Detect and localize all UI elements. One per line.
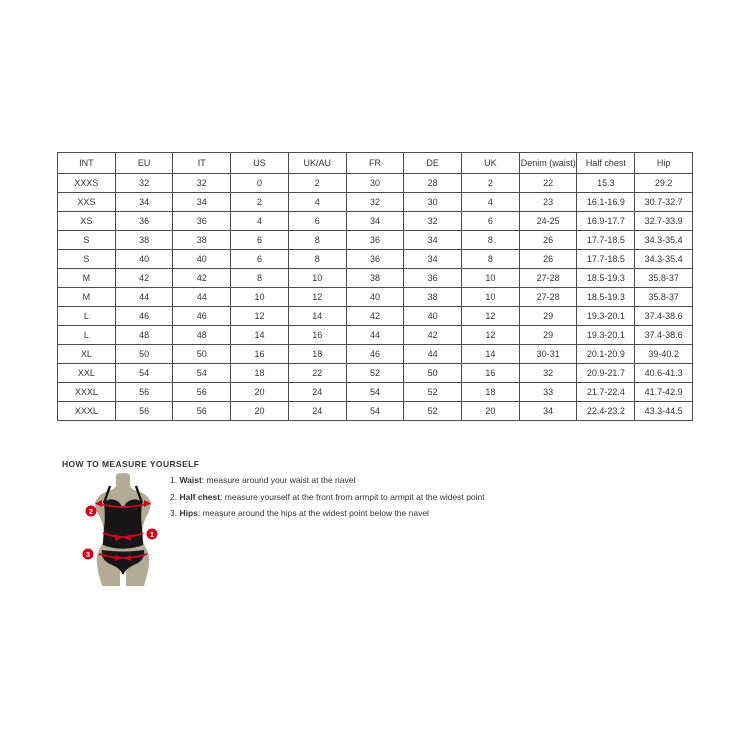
size-cell: 2 (288, 174, 346, 193)
size-cell: XXL (58, 364, 116, 383)
svg-text:2: 2 (88, 506, 94, 516)
size-cell: 38 (346, 269, 404, 288)
size-cell: 8 (462, 250, 520, 269)
size-cell: 54 (346, 402, 404, 421)
size-row (58, 288, 693, 307)
size-cell: 40 (115, 250, 173, 269)
size-cell: 8 (231, 269, 289, 288)
size-cell: 2 (462, 174, 520, 193)
size-cell: 48 (173, 326, 231, 345)
column-header: FR (346, 153, 404, 174)
size-cell: 32 (346, 193, 404, 212)
size-cell: 34 (404, 231, 462, 250)
size-cell: 21.7-22.4 (577, 383, 635, 402)
size-cell: 0 (231, 174, 289, 193)
size-cell: 24-25 (519, 212, 577, 231)
size-cell: XXXL (58, 383, 116, 402)
size-cell: 34 (115, 193, 173, 212)
size-cell: 4 (288, 193, 346, 212)
size-cell: 40.6-41.3 (635, 364, 693, 383)
size-cell: 14 (288, 307, 346, 326)
column-header: DE (404, 153, 462, 174)
size-cell: S (58, 231, 116, 250)
size-cell: 32.7-33.9 (635, 212, 693, 231)
size-cell: 6 (288, 212, 346, 231)
size-cell: 22 (288, 364, 346, 383)
column-header: US (231, 153, 289, 174)
size-cell: 56 (173, 383, 231, 402)
size-row (58, 193, 693, 212)
column-header: Denim (waist) (519, 153, 577, 174)
size-cell: 48 (115, 326, 173, 345)
size-cell: 56 (115, 402, 173, 421)
size-cell: 54 (173, 364, 231, 383)
size-cell: 20 (462, 402, 520, 421)
size-cell: 42 (346, 307, 404, 326)
size-cell: 10 (288, 269, 346, 288)
size-cell: XXS (58, 193, 116, 212)
size-cell: 41.7-42.9 (635, 383, 693, 402)
size-cell: 19.3-20.1 (577, 326, 635, 345)
size-cell: 16.1-16.9 (577, 193, 635, 212)
size-cell: 56 (115, 383, 173, 402)
size-cell: 20 (231, 383, 289, 402)
size-cell: XL (58, 345, 116, 364)
size-cell: 36 (173, 212, 231, 231)
size-cell: S (58, 250, 116, 269)
size-cell: 10 (231, 288, 289, 307)
size-cell: 12 (231, 307, 289, 326)
size-cell: 30 (404, 193, 462, 212)
size-cell: 26 (519, 231, 577, 250)
size-cell: M (58, 288, 116, 307)
size-cell: 23 (519, 193, 577, 212)
size-cell: 52 (346, 364, 404, 383)
size-cell: 12 (462, 307, 520, 326)
size-cell: 24 (288, 383, 346, 402)
measure-step: 1. Waist: measure around your waist at the navel (170, 475, 356, 485)
size-cell: 32 (115, 174, 173, 193)
size-cell: 22 (519, 174, 577, 193)
size-cell: 40 (404, 307, 462, 326)
column-header: UK (462, 153, 520, 174)
size-cell: 16 (462, 364, 520, 383)
measure-steps-list (170, 475, 485, 525)
size-cell: 6 (231, 250, 289, 269)
size-cell: 54 (346, 383, 404, 402)
size-cell: 35.8-37 (635, 288, 693, 307)
size-cell: 8 (288, 250, 346, 269)
size-cell: 18.5-19.3 (577, 288, 635, 307)
size-cell: 44 (404, 345, 462, 364)
size-row (58, 307, 693, 326)
size-cell: 27-28 (519, 288, 577, 307)
size-cell: 10 (462, 269, 520, 288)
size-cell: 40 (173, 250, 231, 269)
column-header: Hip (635, 153, 693, 174)
size-cell: 22.4-23.2 (577, 402, 635, 421)
size-cell: 6 (462, 212, 520, 231)
size-cell: 46 (346, 345, 404, 364)
svg-text:3: 3 (85, 549, 91, 559)
size-cell: 38 (173, 231, 231, 250)
size-cell: 36 (404, 269, 462, 288)
size-cell: 44 (346, 326, 404, 345)
measure-step: 3. Hips: measure around the hips at the widest point below the navel (170, 508, 429, 518)
size-cell: 29 (519, 307, 577, 326)
size-cell: 39-40.2 (635, 345, 693, 364)
size-cell: 18 (231, 364, 289, 383)
size-cell: 46 (115, 307, 173, 326)
column-header: EU (115, 153, 173, 174)
size-row (58, 364, 693, 383)
size-cell: 42 (173, 269, 231, 288)
size-cell: 10 (462, 288, 520, 307)
size-row (58, 269, 693, 288)
size-cell: 38 (115, 231, 173, 250)
size-cell: 50 (173, 345, 231, 364)
size-cell: 32 (404, 212, 462, 231)
size-cell: 50 (115, 345, 173, 364)
size-cell: 29.2 (635, 174, 693, 193)
size-cell: XXXL (58, 402, 116, 421)
size-cell: L (58, 326, 116, 345)
size-cell: 27-28 (519, 269, 577, 288)
size-cell: 46 (173, 307, 231, 326)
size-row (58, 174, 693, 193)
badge-1-waist (147, 529, 158, 540)
size-cell: 24 (288, 402, 346, 421)
size-cell: 36 (346, 250, 404, 269)
size-cell: 20.1-20.9 (577, 345, 635, 364)
size-cell: 52 (404, 383, 462, 402)
size-chart-table (57, 152, 693, 421)
size-cell: 16.9-17.7 (577, 212, 635, 231)
size-cell: 52 (404, 402, 462, 421)
size-cell: 34 (519, 402, 577, 421)
size-cell: 38 (404, 288, 462, 307)
size-row (58, 345, 693, 364)
size-row (58, 402, 693, 421)
size-cell: 42 (404, 326, 462, 345)
badge-3-hips (83, 549, 94, 560)
size-cell: 8 (288, 231, 346, 250)
size-row (58, 326, 693, 345)
size-cell: 2 (231, 193, 289, 212)
size-cell: 44 (115, 288, 173, 307)
size-cell: 18.5-19.3 (577, 269, 635, 288)
size-cell: 14 (462, 345, 520, 364)
size-cell: 40 (346, 288, 404, 307)
size-cell: 34.3-35.4 (635, 231, 693, 250)
size-cell: 30.7-32.7 (635, 193, 693, 212)
size-cell: XXXS (58, 174, 116, 193)
column-header: Half chest (577, 153, 635, 174)
size-cell: 20.9-21.7 (577, 364, 635, 383)
size-cell: 18 (288, 345, 346, 364)
size-cell: 36 (346, 231, 404, 250)
size-cell: 37.4-38.6 (635, 326, 693, 345)
size-cell: 34 (404, 250, 462, 269)
size-row (58, 231, 693, 250)
svg-text:1: 1 (149, 529, 155, 539)
size-cell: 54 (115, 364, 173, 383)
size-cell: 44 (173, 288, 231, 307)
size-row (58, 212, 693, 231)
size-cell: 16 (288, 326, 346, 345)
size-cell: 16 (231, 345, 289, 364)
column-header: IT (173, 153, 231, 174)
size-cell: 17.7-18.5 (577, 231, 635, 250)
size-chart-header-row (58, 153, 693, 174)
size-cell: M (58, 269, 116, 288)
size-row (58, 250, 693, 269)
size-cell: 56 (173, 402, 231, 421)
size-cell: 34 (173, 193, 231, 212)
size-cell: 12 (288, 288, 346, 307)
size-cell: 34 (346, 212, 404, 231)
size-cell: 17.7-18.5 (577, 250, 635, 269)
size-cell: L (58, 307, 116, 326)
size-cell: 18 (462, 383, 520, 402)
size-cell: 36 (115, 212, 173, 231)
size-cell: 35.8-37 (635, 269, 693, 288)
size-cell: 32 (519, 364, 577, 383)
size-cell: 6 (231, 231, 289, 250)
size-cell: XS (58, 212, 116, 231)
size-cell: 37.4-38.6 (635, 307, 693, 326)
size-cell: 26 (519, 250, 577, 269)
size-row (58, 383, 693, 402)
size-cell: 33 (519, 383, 577, 402)
measure-section-title: HOW TO MEASURE YOURSELF (62, 459, 200, 469)
size-cell: 8 (462, 231, 520, 250)
size-cell: 15.3 (577, 174, 635, 193)
size-cell: 43.3-44.5 (635, 402, 693, 421)
size-cell: 30 (346, 174, 404, 193)
column-header: INT (58, 153, 116, 174)
size-cell: 28 (404, 174, 462, 193)
size-cell: 4 (231, 212, 289, 231)
measure-step: 2. Half chest: measure yourself at the front from armpit to armpit at the widest point (170, 491, 485, 502)
size-cell: 34.3-35.4 (635, 250, 693, 269)
size-cell: 50 (404, 364, 462, 383)
badge-2-chest (86, 506, 97, 517)
size-cell: 12 (462, 326, 520, 345)
mannequin-measure-illustration (75, 472, 171, 590)
size-cell: 32 (173, 174, 231, 193)
size-cell: 14 (231, 326, 289, 345)
size-cell: 42 (115, 269, 173, 288)
size-cell: 29 (519, 326, 577, 345)
size-cell: 4 (462, 193, 520, 212)
size-cell: 19.3-20.1 (577, 307, 635, 326)
column-header: UK/AU (288, 153, 346, 174)
size-cell: 20 (231, 402, 289, 421)
size-cell: 30-31 (519, 345, 577, 364)
